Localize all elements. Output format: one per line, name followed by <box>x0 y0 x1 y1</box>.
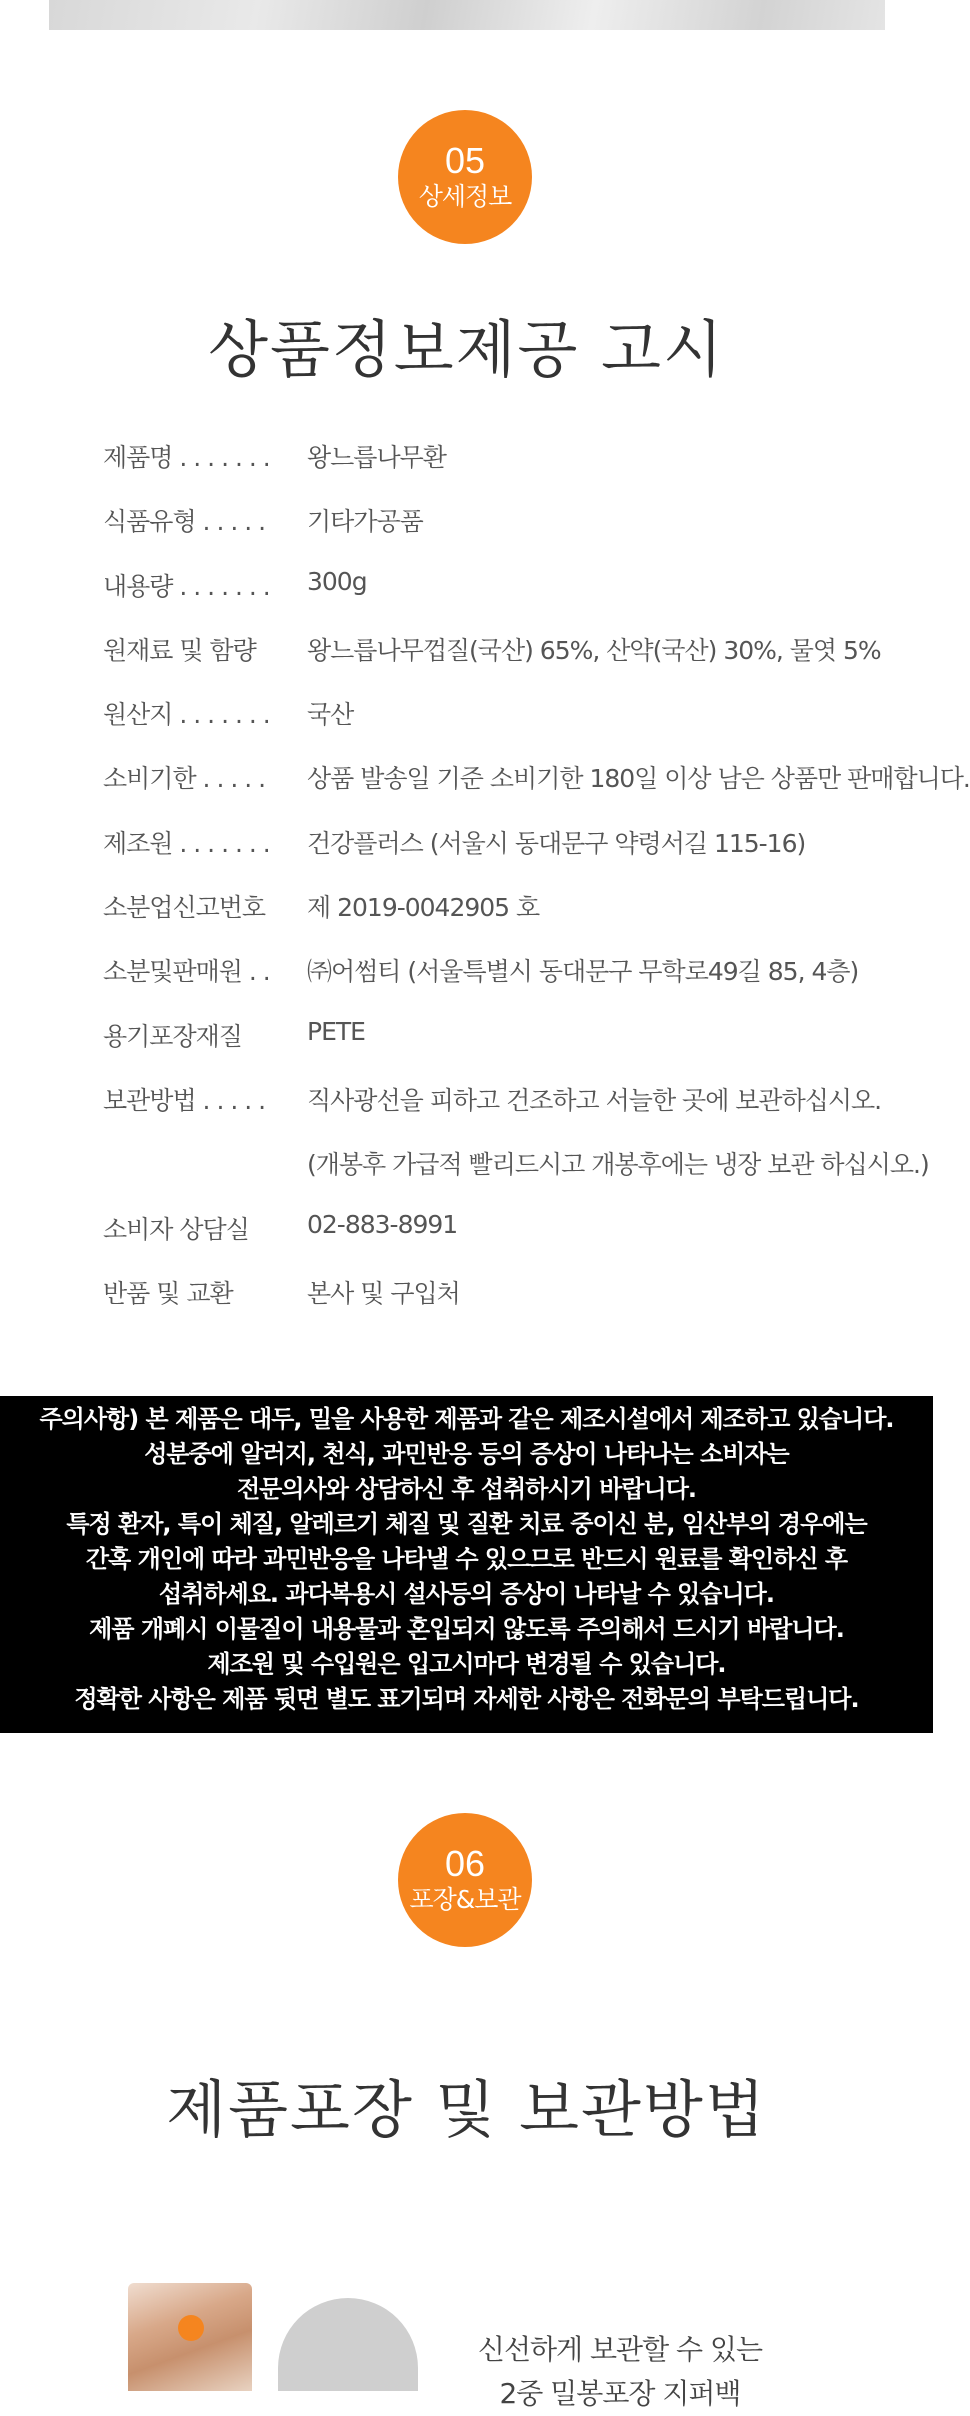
info-value: ㈜어썸티 (서울특별시 동대문구 무학로49길 85, 4층) <box>307 957 859 987</box>
notice-line: 간혹 개인에 따라 과민반응을 나타낼 수 있으므로 반드시 원료를 확인하신 후 <box>85 1545 848 1573</box>
info-label: 원재료 및 함량 <box>103 635 256 665</box>
notice-line: 제조원 및 수입원은 입고시마다 변경될 수 있습니다. <box>207 1650 726 1678</box>
info-label: 소비기한 . . . . . <box>103 764 266 794</box>
notice-line: 특정 환자, 특이 체질, 알레르기 체질 및 질환 치료 중이신 분, 임산부의 경우에는 <box>66 1510 867 1538</box>
info-label: 소비자 상담실 <box>103 1214 249 1244</box>
info-label: 식품유형 . . . . . <box>103 507 266 537</box>
info-value: 제 2019-0042905 호 <box>307 893 540 923</box>
section-number: 05 <box>444 140 486 181</box>
info-label: 반품 및 교환 <box>103 1278 233 1308</box>
info-label: 제조원 . . . . . . . <box>103 828 270 858</box>
info-value: 왕느릅나무껍질(국산) 65%, 산약(국산) 30%, 물엿 5% <box>307 635 881 665</box>
info-row <box>103 874 933 938</box>
info-title: 상품정보제공 고시 <box>208 313 725 386</box>
info-value: PETE <box>307 1016 365 1046</box>
notice-line: 전문의사와 상담하신 후 섭취하시기 바랍니다. <box>236 1475 697 1503</box>
section-06-badge <box>398 1813 532 1947</box>
notice-line: 성분중에 알러지, 천식, 과민반응 등의 증상이 나타나는 소비자는 <box>144 1440 789 1468</box>
packaging-title: 제품포장 및 보관방법 <box>166 2073 767 2146</box>
info-row <box>103 938 933 1002</box>
info-value: (개봉후 가급적 빨리드시고 개봉후에는 냉장 보관 하십시오.) <box>307 1150 929 1180</box>
info-value: 국산 <box>307 700 354 730</box>
info-value: 기타가공품 <box>307 507 423 537</box>
section-05-badge <box>398 110 532 244</box>
info-value: 상품 발송일 기준 소비기한 180일 이상 남은 상품만 판매합니다. <box>307 764 970 794</box>
info-row <box>103 1131 933 1195</box>
caution-notice <box>0 1396 933 1733</box>
notice-line: 제품 개폐시 이물질이 내용물과 혼입되지 않도록 주의해서 드시기 바랍니다. <box>89 1615 844 1643</box>
info-value: 02-883-8991 <box>307 1209 458 1239</box>
brand-logo-icon <box>178 2315 204 2341</box>
notice-line: 섭취하세요. 과다복용시 설사등의 증상이 나타날 수 있습니다. <box>159 1580 774 1608</box>
info-label: 용기포장재질 <box>103 1021 242 1051</box>
zipper-bag-image <box>278 2298 418 2391</box>
info-row <box>103 681 933 745</box>
section-label: 포장&보관 <box>409 1885 521 1914</box>
info-label: 소분업신고번호 <box>103 893 266 923</box>
info-label: 내용량 . . . . . . . <box>103 571 270 601</box>
info-row <box>103 1260 933 1324</box>
package-pouch-image <box>128 2283 252 2391</box>
info-value: 300g <box>307 566 367 596</box>
info-row <box>103 745 970 809</box>
info-label: 원산지 . . . . . . . <box>103 700 270 730</box>
packaging-text-line: 2중 밀봉포장 지퍼백 <box>499 2377 741 2410</box>
notice-line: 주의사항) 본 제품은 대두, 밀을 사용한 제품과 같은 제조시설에서 제조하고 있습니다. <box>39 1405 894 1433</box>
info-row <box>103 1003 933 1067</box>
info-row <box>103 617 933 681</box>
info-row <box>103 1067 933 1131</box>
info-label: 제품명 . . . . . . . <box>103 443 270 472</box>
packaging-description <box>470 2328 770 2410</box>
product-info-table <box>103 424 970 1324</box>
info-value: 건강플러스 (서울시 동대문구 약령서길 115-16) <box>307 828 806 858</box>
info-label: 보관방법 . . . . . <box>103 1085 266 1115</box>
info-row <box>103 810 933 874</box>
info-row <box>103 1196 933 1260</box>
info-value: 왕느릅나무환 <box>307 443 446 472</box>
product-photo-bottom-edge <box>49 0 885 30</box>
info-value: 본사 및 구입처 <box>307 1278 460 1308</box>
info-row <box>103 424 933 488</box>
info-label: 소분및판매원 . . <box>103 957 270 987</box>
notice-line: 정확한 사항은 제품 뒷면 별도 표기되며 자세한 사항은 전화문의 부탁드립니다. <box>74 1685 859 1713</box>
info-value: 직사광선을 피하고 건조하고 서늘한 곳에 보관하십시오. <box>307 1085 882 1115</box>
packaging-text-line: 신선하게 보관할 수 있는 <box>477 2333 763 2366</box>
section-number: 06 <box>444 1843 486 1884</box>
section-label: 상세정보 <box>418 182 512 211</box>
info-row <box>103 553 933 617</box>
info-row <box>103 488 933 552</box>
